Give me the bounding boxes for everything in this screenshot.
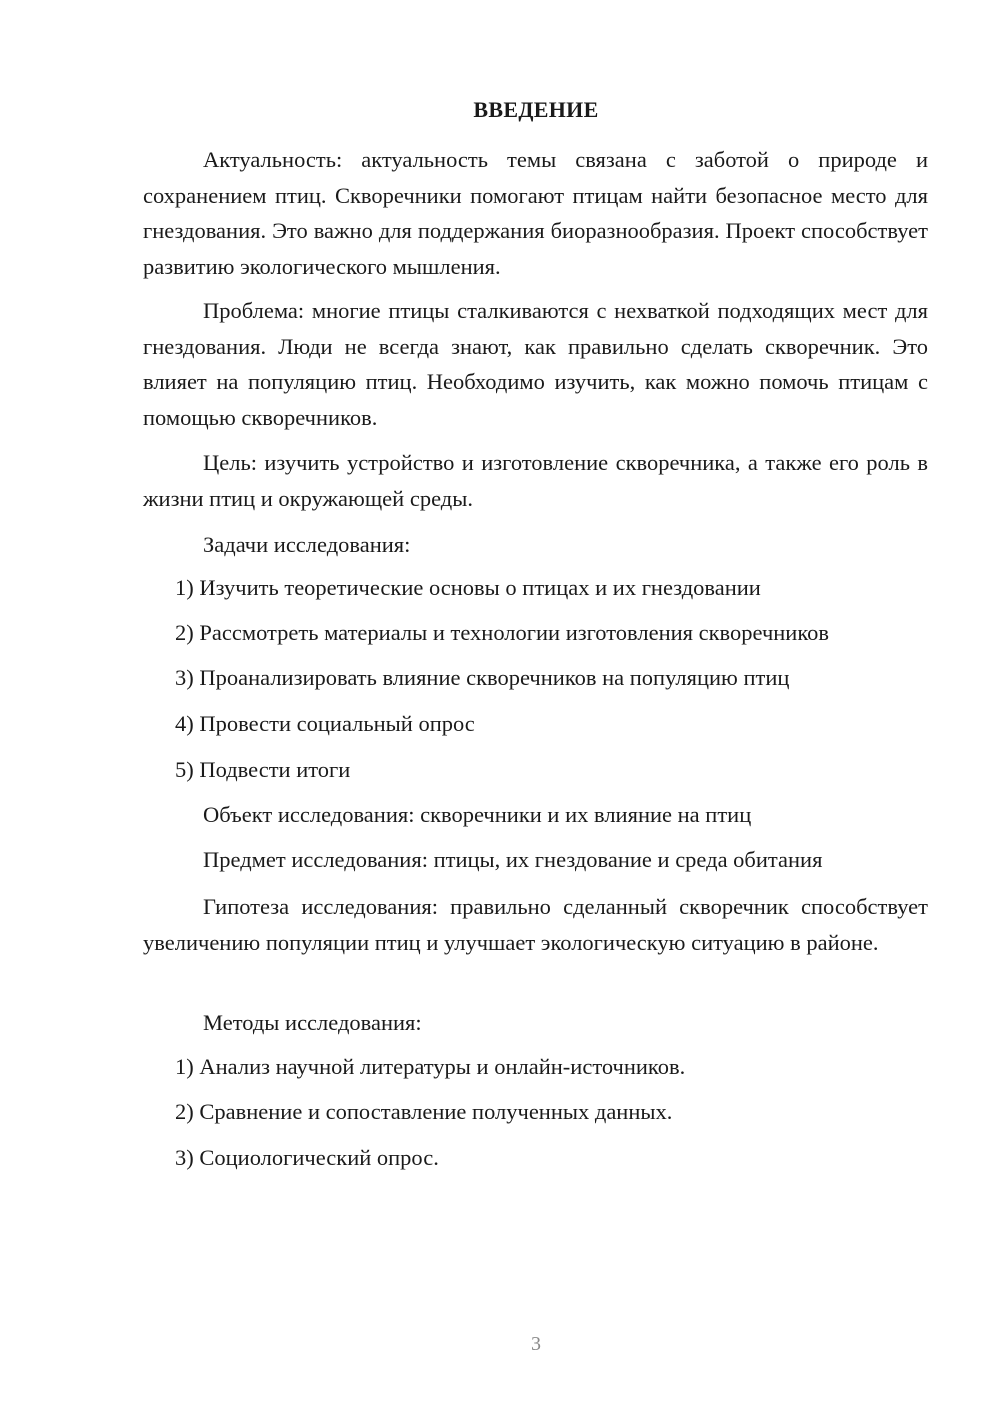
task-item-5: 5) Подвести итоги (175, 757, 351, 782)
method-item-2: 2) Сравнение и сопоставление полученных данных. (175, 1099, 673, 1124)
method-item-3: 3) Социологический опрос. (175, 1145, 439, 1170)
task-item-3: 3) Проанализировать влияние скворечников на популяцию птиц (175, 665, 790, 690)
problem-paragraph: Проблема: многие птицы сталкиваются с нехваткой подходящих мест для гнездования. Люди не всегда знают, как правильно сделать скворечник. Это влияет на популяцию птиц. Необходимо изучить, как можно помочь птицам с помощью скворечников. (143, 298, 928, 430)
method-item-1: 1) Анализ научной литературы и онлайн-источников. (175, 1054, 686, 1079)
object-line: Объект исследования: скворечники и их влияние на птиц (203, 802, 752, 827)
page-title: ВВЕДЕНИЕ (473, 97, 599, 122)
task-item-2: 2) Рассмотреть материалы и технологии изготовления скворечников (175, 620, 830, 645)
methods-heading: Методы исследования: (203, 1010, 422, 1035)
subject-line: Предмет исследования: птицы, их гнездование и среда обитания (203, 847, 823, 872)
actuality-paragraph: Актуальность: актуальность темы связана с заботой о природе и сохранением птиц. Скворечники помогают птицам найти безопасное место для гнездования. Это важно для поддержания биоразнообразия. Проект способствует развитию экологического мышления. (143, 147, 928, 279)
task-item-1: 1) Изучить теоретические основы о птицах и их гнездовании (175, 575, 761, 600)
hypothesis-paragraph: Гипотеза исследования: правильно сделанный скворечник способствует увеличению популяции птиц и улучшает экологическую ситуацию в районе. (143, 894, 928, 955)
tasks-heading: Задачи исследования: (203, 532, 411, 557)
goal-paragraph: Цель: изучить устройство и изготовление скворечника, а также его роль в жизни птиц и окружающей среды. (143, 450, 928, 511)
page-number: 3 (531, 1333, 541, 1355)
task-item-4: 4) Провести социальный опрос (175, 711, 475, 736)
